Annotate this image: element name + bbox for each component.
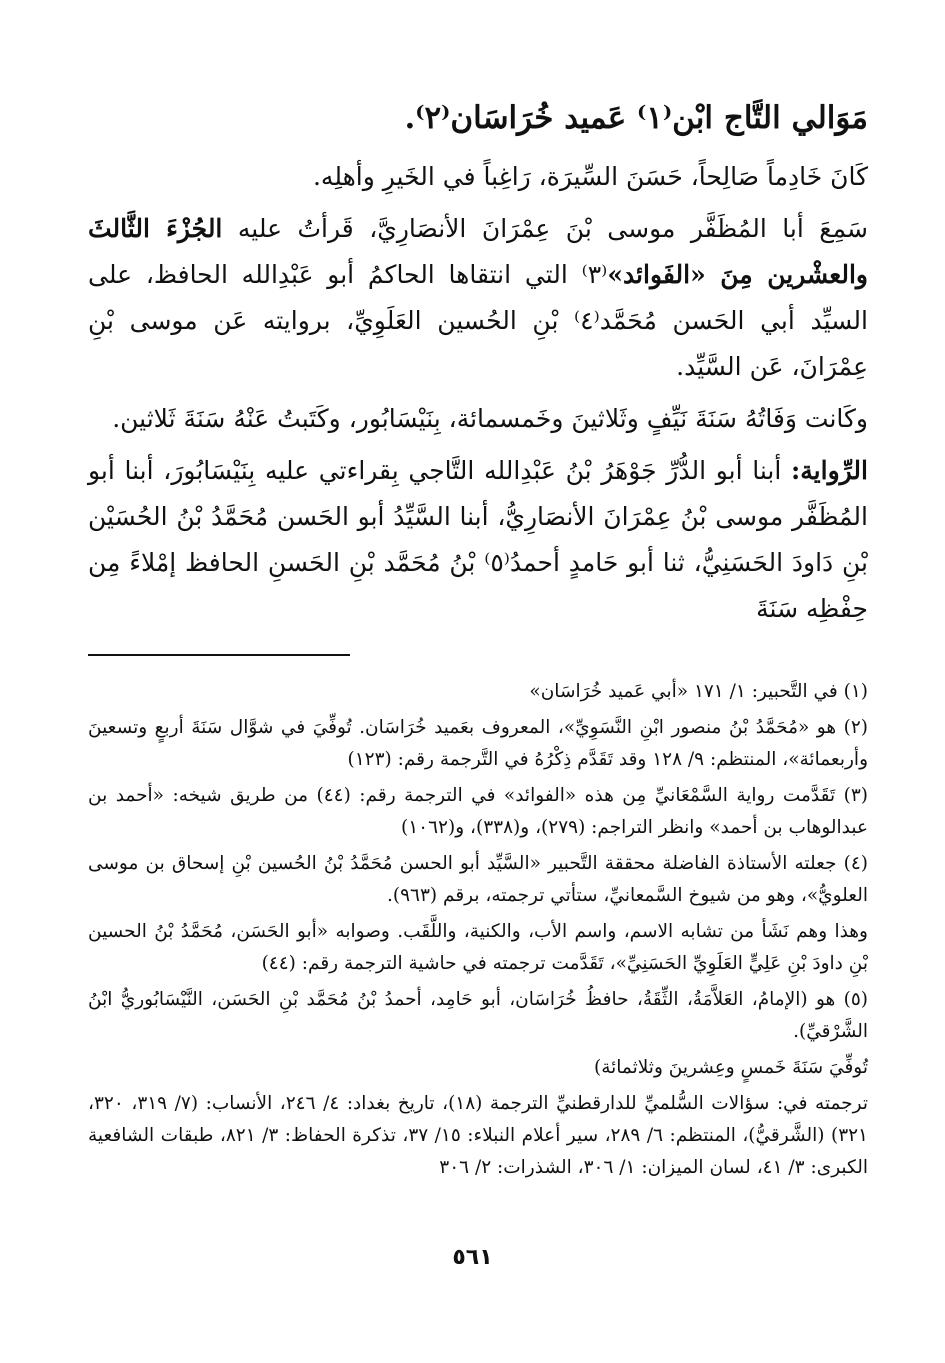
sama-text-2: ⁽٣⁾ التي انتقاها الحاكمُ أبو عَبْدِالله الحافظ، على السيِّد أبي الحَسن مُحَمَّد⁽٤⁾ بْنِ الحُسين العَلَوِيِّ، بروايته عَن موسى بْنِ عِمْرَانَ، عَن السَّيِّد. bbox=[88, 260, 868, 381]
entry-heading: مَوَالي التَّاج ابْن⁽١⁾ عَميد خُرَاسَان⁽٢⁾. bbox=[404, 100, 868, 136]
footnote-5: (٥) هو (الإمامُ، العَلاَّمَةُ، الثِّقَةُ، حافظُ خُرَاسَان، أبو حَامِد، أحمدُ بْنُ مُحَمَّد بْنِ الحَسَن، النَّيْسَابُوريُّ ابْنُ الشَّرْقيِّ). bbox=[88, 989, 868, 1042]
footnote-2: (٢) هو «مُحَمَّدُ بْنُ منصور ابْنِ النَّسَوِيِّ»، المعروف بعَميد خُرَاسَان. تُوفِّيَ في شوَّال سَنَةَ أربعٍ وتسعينَ وأربعمائة»، المنتظم: ٩/ ١٢٨ وقد تَقَدَّم ذِكْرُهُ في التَّرجمة رقم: (١٢٣) bbox=[88, 717, 868, 770]
sama-paragraph bbox=[88, 206, 868, 390]
biography-paragraph: كَانَ خَادِماً صَالِحاً، حَسَنَ السِّيرَة، رَاغِباً في الخَيرِ وأهلِه. bbox=[312, 162, 868, 191]
footnote-separator bbox=[88, 654, 350, 656]
footnote-4: (٤) جعلته الأستاذة الفاضلة محققة التَّحبير «السَّيِّد أبو الحسن مُحَمَّدُ بْنُ الحُسين بْنِ إسحاق بن موسى العلويُّ»، وهو من شيوخ السَّمعانيِّ، ستأتي ترجمته، برقم (٩٦٣). bbox=[88, 853, 868, 906]
page-number: ٥٦١ bbox=[452, 1245, 493, 1270]
riwaya-text: أبنا أبو الدُّرِّ جَوْهَرُ بْنُ عَبْدِالله التَّاجي بِقراءتي عليه بِنَيْسَابُورَ، أبنا أبو المُظَفَّر موسى بْنُ عِمْرَانَ الأنصَارِيُّ، أبنا السَّيِّدُ أبو الحَسن مُحَمَّدُ بْنُ الحُسَيْن بْنِ دَاودَ الحَسَنِيُّ، ثنا أبو حَامدٍ أحمدُ⁽٥⁾ بْنُ مُحَمَّد بْنِ الحَسنِ الحافظ إمْلاءً مِن حِفْظِه سَنَةَ bbox=[88, 456, 868, 623]
footnote-5-sources: ترجمته في: سؤالات السُّلميِّ للدارقطنيِّ الترجمة (١٨)، تاريخ بغداد: ٤/ ٢٤٦، الأنساب: (٧/ ٣١٩، ٣٢٠، ٣٢١) (الشَّرقيُّ)، المنتظم: ٦/ ٢٨٩، سير أعلام النبلاء: ١٥/ ٣٧، تذكرة الحفاظ: ٣/ ٨٢١، طبقات الشافعية الكبرى: ٣/ ٤١، لسان الميزان: ١/ ٣٠٦، الشذرات: ٢/ ٣٠٦ bbox=[88, 1093, 868, 1178]
riwaya-paragraph bbox=[88, 448, 868, 632]
footnote-1: (١) في التَّحبير: ١/ ١٧١ «أبي عَميد خُرَاسَان» bbox=[529, 681, 868, 702]
footnotes bbox=[88, 676, 868, 1184]
footnote-4-continued: وهذا وهم نَشَأ من تشابه الاسم، واسم الأب، والكنية، واللَّقَب. وصوابه «أبو الحَسَن، مُحَمَّدُ بْنُ الحسين بْنِ داودَ بْنِ عَلِيٍّ العَلَوِيِّ الحَسَنِيِّ»، تَقَدَّمت ترجمته في حاشية الترجمة رقم: (٤٤) bbox=[88, 921, 868, 974]
footnote-3: (٣) تَقَدَّمت رواية السَّمْعَانيِّ مِن هذه «الفوائد» في الترجمة رقم: (٤٤) من طريق شيخه: «أحمد بن عبدالوهاب بن أحمد» وانظر التراجم: (٢٧٩)، و(٣٣٨)، و(١٠٦٢) bbox=[88, 785, 868, 838]
book-page bbox=[88, 88, 868, 1288]
riwaya-label: الرِّواية: bbox=[791, 456, 868, 485]
death-paragraph: وكَانت وَفَاتُهُ سَنَةَ نَيِّفٍ وثَلاثينَ وخَمسمائة، بِنَيْسَابُور، وكَتَبتُ عَنْهُ سَنَةَ ثَلاثين. bbox=[112, 404, 868, 433]
footnote-5-death: تُوفِّيَ سَنَةَ خَمسٍ وعِشرينَ وثلاثمائة) bbox=[593, 1057, 868, 1078]
sama-bold-title: الجُزْءَ الثَّالثَ والعشْرين مِنَ «الفَوائد» bbox=[88, 214, 869, 289]
sama-text-1: سَمِعَ أبا المُظَفَّر موسى بْنَ عِمْرَانَ الأنصَارِيَّ، قَرأتُ عليه bbox=[222, 214, 869, 243]
